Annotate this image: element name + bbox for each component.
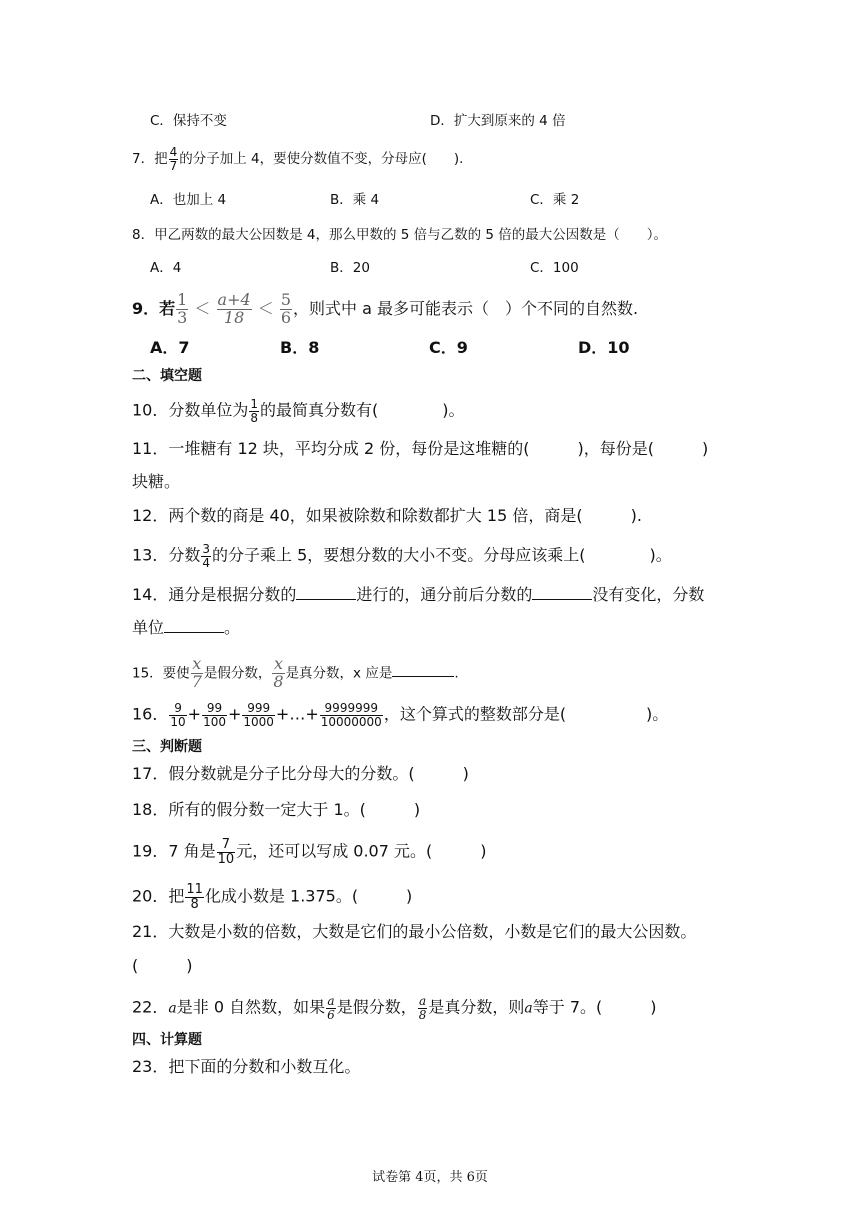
q6-option-d: D．扩大到原来的 4 倍 — [430, 113, 566, 129]
q7-option-b: B．乘 4 — [330, 192, 380, 208]
question-9 — [132, 292, 638, 327]
fraction — [169, 146, 179, 172]
text-span: 是真分数，x 应是 — [285, 665, 393, 682]
question-14-continued — [132, 618, 240, 638]
numerator: 3 — [202, 542, 211, 556]
text-span: 22． — [132, 997, 169, 1017]
question-12: 12．两个数的商是 40，如果被除数和除数都扩大 15 倍，商是( ). — [132, 506, 642, 525]
text-span: a — [524, 1000, 533, 1017]
text-span: 。 — [224, 618, 241, 637]
text-span: a — [168, 1000, 177, 1017]
numerator: 11 — [186, 882, 203, 897]
question-16 — [132, 702, 668, 728]
numerator: a — [418, 994, 427, 1008]
question-21: 21．大数是小数的倍数，大数是它们的最小公倍数，小数是它们的最大公因数。 — [132, 922, 697, 941]
text-span: 20．把 — [132, 886, 185, 906]
numerator: 9 — [169, 702, 186, 716]
denominator: 3 — [177, 307, 188, 327]
fraction — [217, 838, 236, 866]
question-22 — [132, 995, 657, 1021]
fraction — [217, 292, 252, 327]
text-span: 的分子加上 4，要使分数值不变，分母应( ). — [179, 151, 464, 168]
text-span: 是真分数，则 — [428, 997, 525, 1017]
denominator: 7 — [169, 158, 178, 173]
q8-option-a: A．4 — [150, 260, 182, 276]
question-17: 17．假分数就是分子比分母大的分数。( ) — [132, 764, 469, 783]
question-18: 18．所有的假分数一定大于 1。( ) — [132, 800, 421, 819]
question-23: 23．把下面的分数和小数互化。 — [132, 1057, 361, 1076]
text-span: 的最简真分数有( )。 — [260, 400, 465, 420]
numerator: 99 — [202, 702, 227, 716]
denominator: 18 — [223, 307, 245, 327]
q9-option-a: A．7 — [150, 338, 190, 357]
denominator: 8 — [190, 896, 199, 912]
text-span: ，则式中 a 最多可能表示（ ）个不同的自然数. — [293, 298, 639, 318]
section-heading-true-false: 三、判断题 — [132, 739, 202, 755]
question-8: 8．甲乙两数的最大公因数是 4，那么甲数的 5 倍与乙数的 5 倍的最大公因数是（ ）。 — [132, 227, 668, 243]
denominator: 10000000 — [320, 714, 382, 729]
fraction — [176, 292, 188, 327]
numerator: 5 — [280, 290, 292, 309]
question-14 — [132, 585, 704, 605]
q9-option-b: B．8 — [280, 338, 320, 357]
denominator: 100 — [203, 714, 226, 729]
question-7 — [132, 146, 463, 172]
text-span: 没有变化，分数 — [592, 585, 705, 604]
text-span: 进行的，通分前后分数的 — [356, 585, 533, 604]
text-span: ，这个算式的整数部分是( )。 — [383, 704, 669, 724]
denominator: 6 — [327, 1007, 335, 1022]
question-11: 11．一堆糖有 12 块，平均分成 2 份，每份是这堆糖的( )，每份是( ) — [132, 439, 709, 458]
fraction — [185, 883, 204, 911]
question-15 — [132, 656, 459, 691]
q8-option-b: B．20 — [330, 260, 370, 276]
text-span: 15．要使 — [132, 665, 190, 682]
answer-blank — [164, 618, 224, 633]
fraction — [242, 702, 275, 728]
text-span: . — [454, 665, 459, 682]
fraction — [280, 292, 292, 327]
question-13 — [132, 543, 672, 569]
fraction — [320, 702, 383, 728]
section-heading-fill-in: 二、填空题 — [132, 368, 202, 384]
numerator: a+4 — [217, 290, 251, 309]
answer-blank — [532, 585, 592, 600]
fraction — [202, 702, 227, 728]
text-span: +…+ — [275, 704, 319, 724]
denominator: 10 — [170, 714, 186, 729]
text-span: ＜ — [257, 298, 274, 318]
denominator: 6 — [280, 307, 292, 327]
denominator: 4 — [202, 555, 211, 570]
question-19 — [132, 838, 486, 866]
q9-option-c: C．9 — [429, 338, 468, 357]
text-span: 化成小数是 1.375。( ) — [204, 886, 413, 906]
numerator: 1 — [250, 397, 259, 411]
text-span: 单位 — [132, 618, 165, 637]
question-20 — [132, 883, 412, 911]
section-heading-calculation: 四、计算题 — [132, 1032, 202, 1048]
answer-blank — [392, 662, 454, 677]
text-span: 16． — [132, 704, 169, 724]
fraction — [272, 656, 284, 691]
page-footer: 试卷第 4页，共 6页 — [372, 1170, 488, 1185]
text-span: 是假分数， — [336, 997, 417, 1017]
fraction — [201, 543, 211, 569]
answer-blank — [296, 585, 356, 600]
denominator: 1000 — [243, 714, 274, 729]
numerator: 4 — [169, 145, 178, 159]
text-span: 是假分数， — [203, 665, 272, 682]
fraction — [169, 702, 186, 728]
text-span: 元，还可以写成 0.07 元。( ) — [236, 841, 487, 861]
fraction — [326, 995, 336, 1021]
numerator: a — [327, 994, 335, 1008]
numerator: 1 — [177, 290, 188, 309]
denominator: 10 — [217, 851, 235, 867]
numerator: x — [192, 654, 202, 673]
text-span: 10．分数单位为 — [132, 400, 249, 420]
numerator: 9999999 — [320, 702, 383, 716]
denominator: 8 — [273, 671, 284, 691]
text-span: 等于 7。( ) — [532, 997, 657, 1017]
numerator: x — [273, 654, 283, 673]
question-11-continued: 块糖。 — [132, 472, 181, 491]
text-span: 13．分数 — [132, 545, 201, 565]
text-span: 19．7 角是 — [132, 841, 216, 861]
denominator: 7 — [191, 671, 202, 691]
text-span: 的分子乘上 5，要想分数的大小不变。分母应该乘上( )。 — [212, 545, 672, 565]
text-span: 14．通分是根据分数的 — [132, 585, 297, 604]
denominator: 8 — [250, 410, 259, 425]
numerator: 7 — [217, 838, 236, 853]
text-span: 是非 0 自然数，如果 — [176, 997, 326, 1017]
denominator: 8 — [418, 1007, 427, 1022]
q8-option-c: C．100 — [530, 260, 579, 276]
question-10 — [132, 398, 465, 424]
q7-option-c: C．乘 2 — [530, 192, 580, 208]
text-span: 7．把 — [132, 151, 168, 168]
numerator: 999 — [242, 702, 275, 716]
fraction — [249, 398, 259, 424]
question-21-continued: ( ) — [132, 956, 193, 975]
fraction — [418, 995, 428, 1021]
q7-option-a: A．也加上 4 — [150, 192, 227, 208]
text-span: + — [187, 704, 202, 724]
fraction — [191, 656, 203, 691]
text-span: + — [227, 704, 242, 724]
q9-option-d: D．10 — [578, 338, 630, 357]
q6-option-c: C．保持不变 — [150, 113, 227, 129]
text-span: ＜ — [194, 298, 211, 318]
text-span: 9．若 — [132, 298, 176, 318]
